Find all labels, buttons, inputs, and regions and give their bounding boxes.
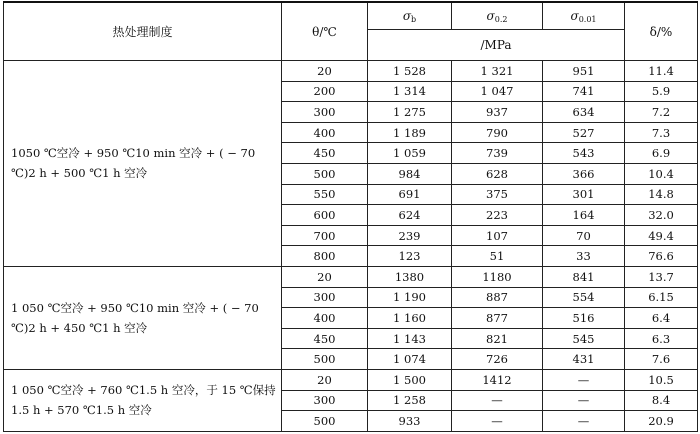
sigma-b-cell: 239 (368, 225, 452, 246)
elongation-cell: 6.4 (625, 308, 698, 329)
temperature-cell: 800 (282, 246, 368, 267)
header-sigma-001 (543, 2, 625, 30)
temperature-cell: 300 (282, 287, 368, 308)
sigma-b-cell: 1 275 (368, 102, 452, 123)
elongation-cell: 32.0 (625, 205, 698, 226)
elongation-cell: 14.8 (625, 184, 698, 205)
sigma-02-cell: 1 047 (452, 81, 543, 102)
elongation-cell: 6.15 (625, 287, 698, 308)
sigma-b-cell: 1 074 (368, 349, 452, 370)
header-sigma-b (368, 2, 452, 30)
header-unit: /MPa (368, 30, 625, 61)
sigma-001-cell: 301 (543, 184, 625, 205)
elongation-cell: 76.6 (625, 246, 698, 267)
elongation-cell: 6.9 (625, 143, 698, 164)
elongation-cell: 11.4 (625, 61, 698, 82)
table-row (4, 61, 698, 82)
sigma-b-symbol: σ (402, 8, 412, 23)
temperature-cell: 400 (282, 122, 368, 143)
temperature-cell: 450 (282, 328, 368, 349)
sigma-02-cell: 877 (452, 308, 543, 329)
temperature-cell: 20 (282, 61, 368, 82)
sigma-001-cell: 527 (543, 122, 625, 143)
elongation-cell: 6.3 (625, 328, 698, 349)
sigma-b-cell: 691 (368, 184, 452, 205)
sigma-02-cell: 223 (452, 205, 543, 226)
sigma-001-cell: — (543, 369, 625, 390)
sigma-b-subscript: b (411, 14, 417, 24)
sigma-001-cell: 841 (543, 266, 625, 287)
elongation-cell: 7.3 (625, 122, 698, 143)
sigma-02-cell: 628 (452, 163, 543, 184)
sigma-b-cell: 984 (368, 163, 452, 184)
sigma-02-cell: 107 (452, 225, 543, 246)
sigma-b-cell: 1 059 (368, 143, 452, 164)
sigma-b-cell: 1 143 (368, 328, 452, 349)
sigma-b-cell: 1 528 (368, 61, 452, 82)
sigma-001-cell: 431 (543, 349, 625, 370)
sigma-02-cell: 1180 (452, 266, 543, 287)
header-treatment: 热处理制度 (4, 2, 282, 61)
sigma-02-cell: 375 (452, 184, 543, 205)
temperature-cell: 300 (282, 102, 368, 123)
treatment-cell: 1 050 ℃空冷 + 760 ℃1.5 h 空冷，于 15 ℃保持 1.5 h + 570 ℃1.5 h 空冷 (4, 369, 282, 431)
temperature-cell: 200 (282, 81, 368, 102)
sigma-001-cell: 634 (543, 102, 625, 123)
elongation-cell: 7.6 (625, 349, 698, 370)
sigma-b-cell: 1 500 (368, 369, 452, 390)
sigma-001-cell: 164 (543, 205, 625, 226)
sigma-02-cell: 1412 (452, 369, 543, 390)
temperature-cell: 20 (282, 369, 368, 390)
sigma-001-cell: 70 (543, 225, 625, 246)
sigma-001-cell: 951 (543, 61, 625, 82)
elongation-cell: 8.4 (625, 390, 698, 411)
temperature-cell: 500 (282, 163, 368, 184)
sigma-b-cell: 1 190 (368, 287, 452, 308)
temperature-cell: 20 (282, 266, 368, 287)
sigma-02-cell: 790 (452, 122, 543, 143)
sigma-001-cell: 543 (543, 143, 625, 164)
elongation-cell: 10.5 (625, 369, 698, 390)
sigma-02-symbol: σ (486, 8, 495, 23)
sigma-b-cell: 624 (368, 205, 452, 226)
sigma-001-cell: — (543, 390, 625, 411)
sigma-001-subscript: 0.01 (578, 14, 597, 24)
elongation-cell: 5.9 (625, 81, 698, 102)
sigma-b-cell: 1 258 (368, 390, 452, 411)
sigma-02-cell: 739 (452, 143, 543, 164)
sigma-001-cell: 741 (543, 81, 625, 102)
header-temperature: θ/℃ (282, 2, 368, 61)
sigma-02-cell: — (452, 411, 543, 432)
temperature-cell: 600 (282, 205, 368, 226)
sigma-001-cell: 554 (543, 287, 625, 308)
sigma-02-subscript: 0.2 (494, 14, 508, 24)
elongation-cell: 49.4 (625, 225, 698, 246)
sigma-02-cell: 1 321 (452, 61, 543, 82)
table-row (4, 266, 698, 287)
temperature-cell: 700 (282, 225, 368, 246)
elongation-cell: 13.7 (625, 266, 698, 287)
header-sigma-02 (452, 2, 543, 30)
treatment-cell: 1050 ℃空冷 + 950 ℃10 min 空冷 + ( − 70 ℃)2 h + 500 ℃1 h 空冷 (4, 61, 282, 267)
sigma-02-cell: — (452, 390, 543, 411)
sigma-b-cell: 1 314 (368, 81, 452, 102)
temperature-cell: 300 (282, 390, 368, 411)
sigma-001-cell: 366 (543, 163, 625, 184)
header-elongation: δ/% (625, 2, 698, 61)
sigma-02-cell: 887 (452, 287, 543, 308)
temperature-cell: 400 (282, 308, 368, 329)
sigma-b-cell: 1 189 (368, 122, 452, 143)
sigma-b-cell: 933 (368, 411, 452, 432)
sigma-02-cell: 821 (452, 328, 543, 349)
sigma-001-cell: 516 (543, 308, 625, 329)
table-body (4, 61, 698, 432)
sigma-b-cell: 1380 (368, 266, 452, 287)
elongation-cell: 20.9 (625, 411, 698, 432)
properties-table (3, 1, 698, 432)
sigma-001-symbol: σ (570, 8, 579, 23)
sigma-02-cell: 51 (452, 246, 543, 267)
temperature-cell: 550 (282, 184, 368, 205)
elongation-cell: 10.4 (625, 163, 698, 184)
sigma-b-cell: 123 (368, 246, 452, 267)
sigma-001-cell: 33 (543, 246, 625, 267)
table-row (4, 369, 698, 390)
sigma-b-cell: 1 160 (368, 308, 452, 329)
temperature-cell: 450 (282, 143, 368, 164)
treatment-cell: 1 050 ℃空冷 + 950 ℃10 min 空冷 + ( − 70 ℃)2 h + 450 ℃1 h 空冷 (4, 266, 282, 369)
sigma-001-cell: — (543, 411, 625, 432)
sigma-001-cell: 545 (543, 328, 625, 349)
sigma-02-cell: 937 (452, 102, 543, 123)
elongation-cell: 7.2 (625, 102, 698, 123)
sigma-02-cell: 726 (452, 349, 543, 370)
temperature-cell: 500 (282, 349, 368, 370)
temperature-cell: 500 (282, 411, 368, 432)
